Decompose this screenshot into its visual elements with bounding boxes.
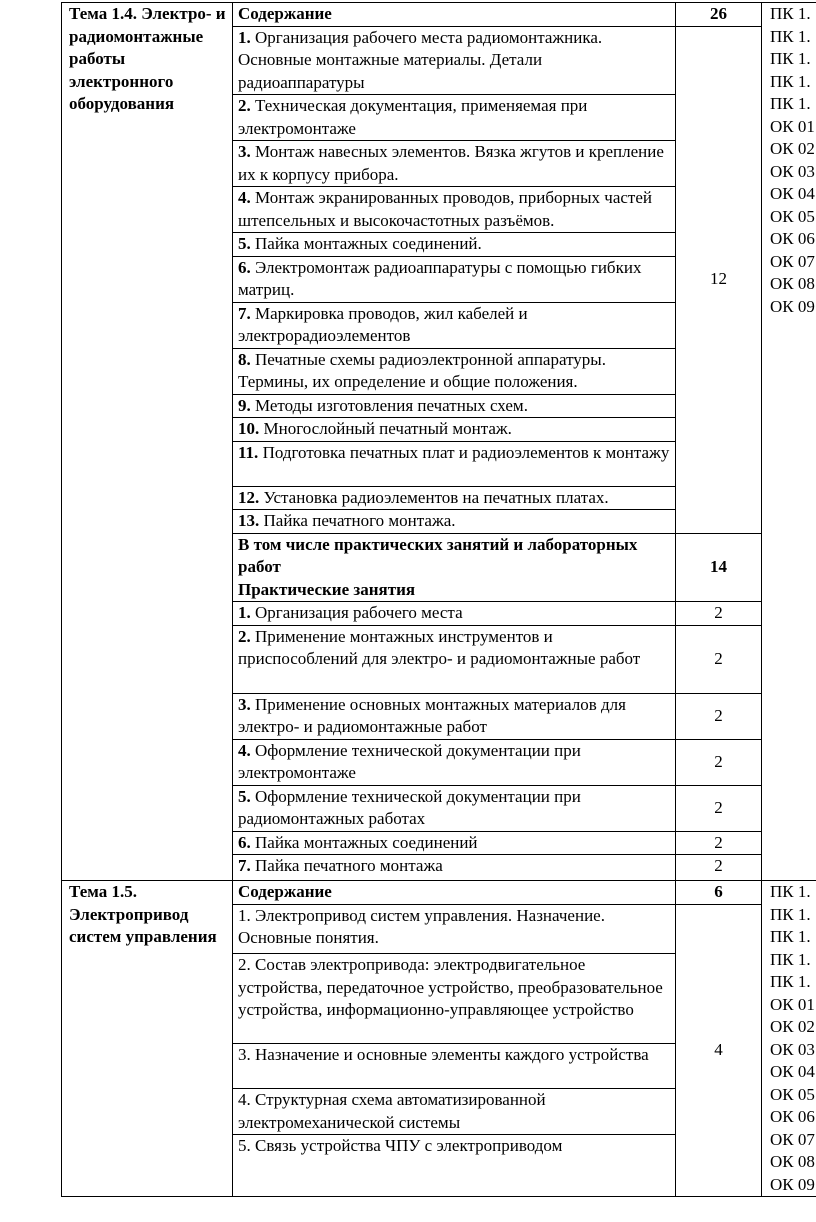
competency-item: ОК 07 bbox=[770, 1129, 815, 1149]
section-1-5-header-row bbox=[62, 881, 816, 905]
practice-item: 3. Применение основных монтажных материалов для электро- и радиомонтажные работ bbox=[233, 693, 676, 739]
content-item: 3. Назначение и основные элементы каждого устройства bbox=[233, 1044, 676, 1089]
content-item: 2. Состав электропривода: электродвигательное устройства, передаточное устройство, преобразовательное устройства, информационно-управляющее устройство bbox=[233, 954, 676, 1044]
competency-item: ПК 1. bbox=[770, 26, 811, 46]
practice-item: 7. Пайка печатного монтажа bbox=[233, 855, 676, 881]
practice-item-hours: 2 bbox=[676, 739, 762, 785]
practice-subheader: Практические занятия bbox=[233, 579, 676, 602]
competencies-1-4 bbox=[762, 3, 816, 881]
theory-hours: 4 bbox=[676, 904, 762, 1197]
theory-hours: 12 bbox=[676, 26, 762, 533]
competency-item: ОК 02 bbox=[770, 139, 815, 158]
curriculum-table bbox=[61, 2, 816, 1197]
competency-item: ОК 06 bbox=[770, 1107, 815, 1126]
content-item: 1. Организация рабочего места радиомонтажника. Основные монтажные материалы. Детали радиоаппаратуры bbox=[233, 26, 676, 95]
section-1-4-header-row bbox=[62, 3, 816, 27]
competency-item: ОК 03 bbox=[770, 161, 815, 181]
content-item: 3. Монтаж навесных элементов. Вязка жгутов и крепление их к корпусу прибора. bbox=[233, 141, 676, 187]
practice-header: В том числе практических занятий и лабораторных работ bbox=[233, 533, 676, 579]
competency-item: ПК 1. bbox=[770, 94, 811, 113]
competency-item: ОК 09 bbox=[770, 1174, 815, 1194]
practice-hours: 14 bbox=[676, 533, 762, 602]
competency-item: ПК 1. bbox=[770, 949, 811, 969]
content-item: 5. Пайка монтажных соединений. bbox=[233, 233, 676, 257]
competency-item: ОК 05 bbox=[770, 1084, 815, 1104]
competency-item: ПК 1. bbox=[770, 904, 811, 924]
competency-item: ПК 1. bbox=[770, 4, 811, 23]
competency-item: ПК 1. bbox=[770, 71, 811, 91]
practice-item: 5. Оформление технической документации при радиомонтажных работах bbox=[233, 785, 676, 831]
content-item: 8. Печатные схемы радиоэлектронной аппаратуры. Термины, их определение и общие положения. bbox=[233, 348, 676, 394]
topic-1-4-title: Тема 1.4. Электро- и радиомонтажные работы электронного оборудования bbox=[69, 4, 226, 113]
competency-item: ОК 06 bbox=[770, 229, 815, 248]
practice-item-hours: 2 bbox=[676, 785, 762, 831]
competency-item: ПК 1. bbox=[770, 49, 811, 68]
practice-item-hours: 2 bbox=[676, 625, 762, 693]
content-item: 13. Пайка печатного монтажа. bbox=[233, 510, 676, 534]
competency-item: ОК 09 bbox=[770, 296, 815, 316]
competency-item: ОК 01 bbox=[770, 116, 815, 136]
competency-item: ОК 01 bbox=[770, 994, 815, 1014]
competency-item: ОК 07 bbox=[770, 251, 815, 271]
practice-item-hours: 2 bbox=[676, 831, 762, 855]
practice-item-hours: 2 bbox=[676, 693, 762, 739]
competency-item: ПК 1. bbox=[770, 882, 811, 901]
practice-item: 1. Организация рабочего места bbox=[233, 602, 676, 626]
practice-item-hours: 2 bbox=[676, 602, 762, 626]
competencies-1-5 bbox=[762, 881, 816, 1197]
competency-item: ПК 1. bbox=[770, 972, 811, 991]
content-item: 9. Методы изготовления печатных схем. bbox=[233, 394, 676, 418]
competency-item: ОК 08 bbox=[770, 274, 815, 293]
total-hours: 6 bbox=[676, 881, 762, 905]
content-item: 11. Подготовка печатных плат и радиоэлементов к монтажу bbox=[233, 441, 676, 486]
content-item: 6. Электромонтаж радиоаппаратуры с помощью гибких матриц. bbox=[233, 256, 676, 302]
content-item: 1. Электропривод систем управления. Назначение. Основные понятия. bbox=[233, 904, 676, 954]
content-header: Содержание bbox=[233, 3, 676, 27]
competency-item: ОК 04 bbox=[770, 184, 815, 203]
content-item: 7. Маркировка проводов, жил кабелей и электрорадиоэлементов bbox=[233, 302, 676, 348]
competency-item: ОК 08 bbox=[770, 1152, 815, 1171]
competency-item: ОК 04 bbox=[770, 1062, 815, 1081]
content-item: 4. Структурная схема автоматизированной электромеханической системы bbox=[233, 1089, 676, 1135]
competency-item: ПК 1. bbox=[770, 927, 811, 946]
competency-item: ОК 05 bbox=[770, 206, 815, 226]
content-item: 4. Монтаж экранированных проводов, приборных частей штепсельных и высокочастотных разъёмов. bbox=[233, 187, 676, 233]
content-item: 5. Связь устройства ЧПУ с электроприводом bbox=[233, 1135, 676, 1197]
content-item: 2. Техническая документация, применяемая при электромонтаже bbox=[233, 95, 676, 141]
practice-item-hours: 2 bbox=[676, 855, 762, 881]
practice-item: 6. Пайка монтажных соединений bbox=[233, 831, 676, 855]
content-item: 12. Установка радиоэлементов на печатных платах. bbox=[233, 486, 676, 510]
practice-item: 2. Применение монтажных инструментов и приспособлений для электро- и радиомонтажные работ bbox=[233, 625, 676, 693]
practice-item: 4. Оформление технической документации при электромонтаже bbox=[233, 739, 676, 785]
competency-item: ОК 03 bbox=[770, 1039, 815, 1059]
content-item: 10. Многослойный печатный монтаж. bbox=[233, 418, 676, 442]
topic-1-5-cell bbox=[62, 881, 233, 1197]
topic-1-4-cell bbox=[62, 3, 233, 881]
total-hours: 26 bbox=[676, 3, 762, 27]
topic-1-5-title: Тема 1.5. Электропривод систем управления bbox=[69, 882, 217, 946]
content-header: Содержание bbox=[233, 881, 676, 905]
competency-item: ОК 02 bbox=[770, 1017, 815, 1036]
